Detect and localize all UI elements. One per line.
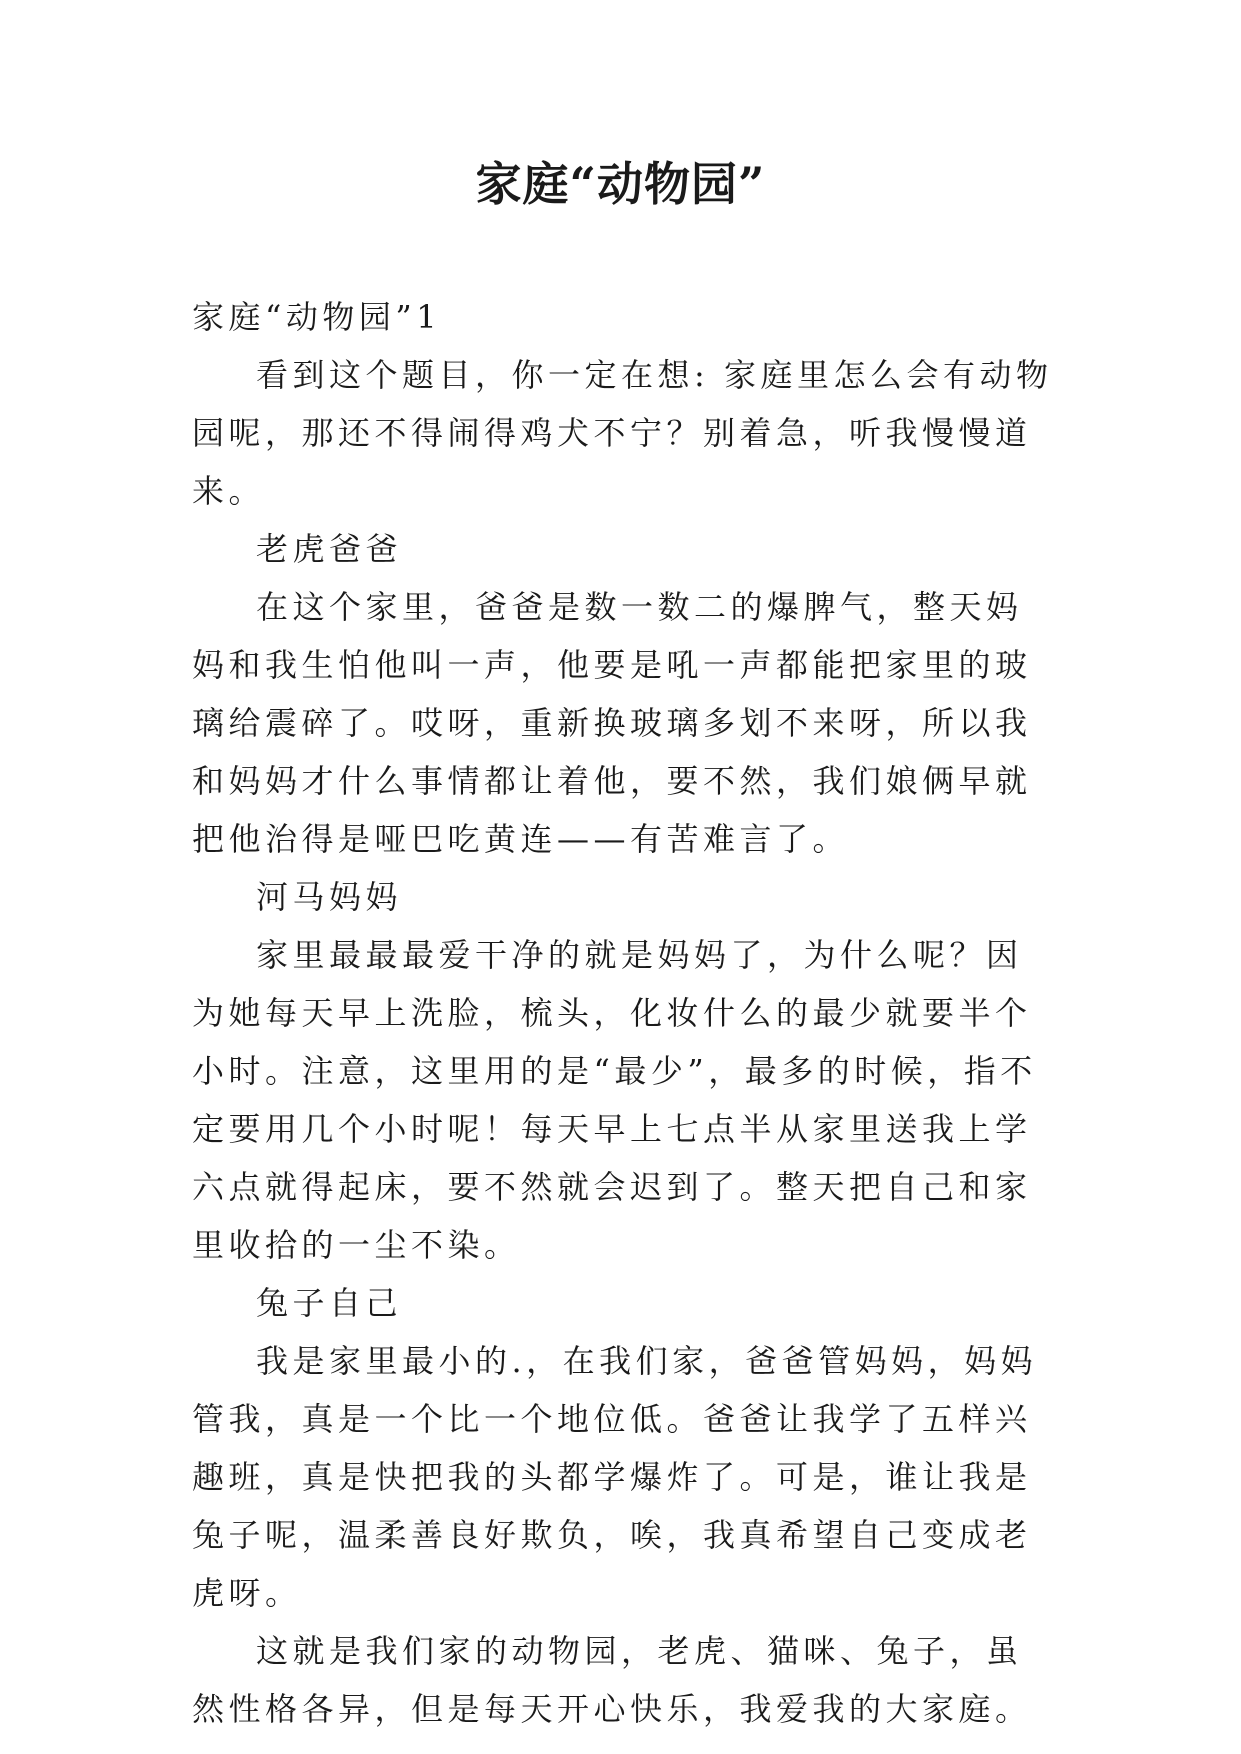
paragraph-intro: 看到这个题目，你一定在想: 家庭里怎么会有动物园呢，那还不得闹得鸡犬不宁？别着急，听我慢慢道来。 [192,356,1053,510]
paragraph-rabbit-self: 我是家里最小的.，在我们家，爸爸管妈妈，妈妈管我，真是一个比一个地位低。爸爸让我学了五样兴趣班，真是快把我的头都学爆炸了。可是，谁让我是兔子呢，温柔善良好欺负，唉，我真希望自己变成老虎呀。 [192,1342,1038,1612]
paragraph-hippo-mom: 家里最最最爱干净的就是妈妈了，为什么呢？因为她每天早上洗脸，梳头，化妆什么的最少就要半个小时。注意，这里用的是“最少”，最多的时候，指不定要用几个小时呢！每天早上七点半从家里送我上学六点就得起床，要不然就会迟到了。整天把自己和家里收拾的一尘不染。 [192,936,1037,1264]
subheading-rabbit-self: 兔子自己 [256,1284,403,1322]
section-heading: 家庭“动物园”1 [192,298,442,336]
paragraph-tiger-dad: 在这个家里，爸爸是数一数二的爆脾气，整天妈妈和我生怕他叫一声，他要是吼一声都能把家里的玻璃给震碎了。哎呀，重新换玻璃多划不来呀，所以我和妈妈才什么事情都让着他，要不然，我们娘俩早就把他治得是哑巴吃黄连——有苦难言了。 [192,588,1032,858]
page-title: 家庭“动物园” [475,157,766,211]
document-body [192,288,1058,1738]
subheading-tiger-dad: 老虎爸爸 [256,530,403,568]
paragraph-conclusion: 这就是我们家的动物园，老虎、猫咪、兔子，虽然性格各异，但是每天开心快乐，我爱我的大家庭。 [192,1632,1032,1728]
subheading-hippo-mom: 河马妈妈 [256,878,403,916]
